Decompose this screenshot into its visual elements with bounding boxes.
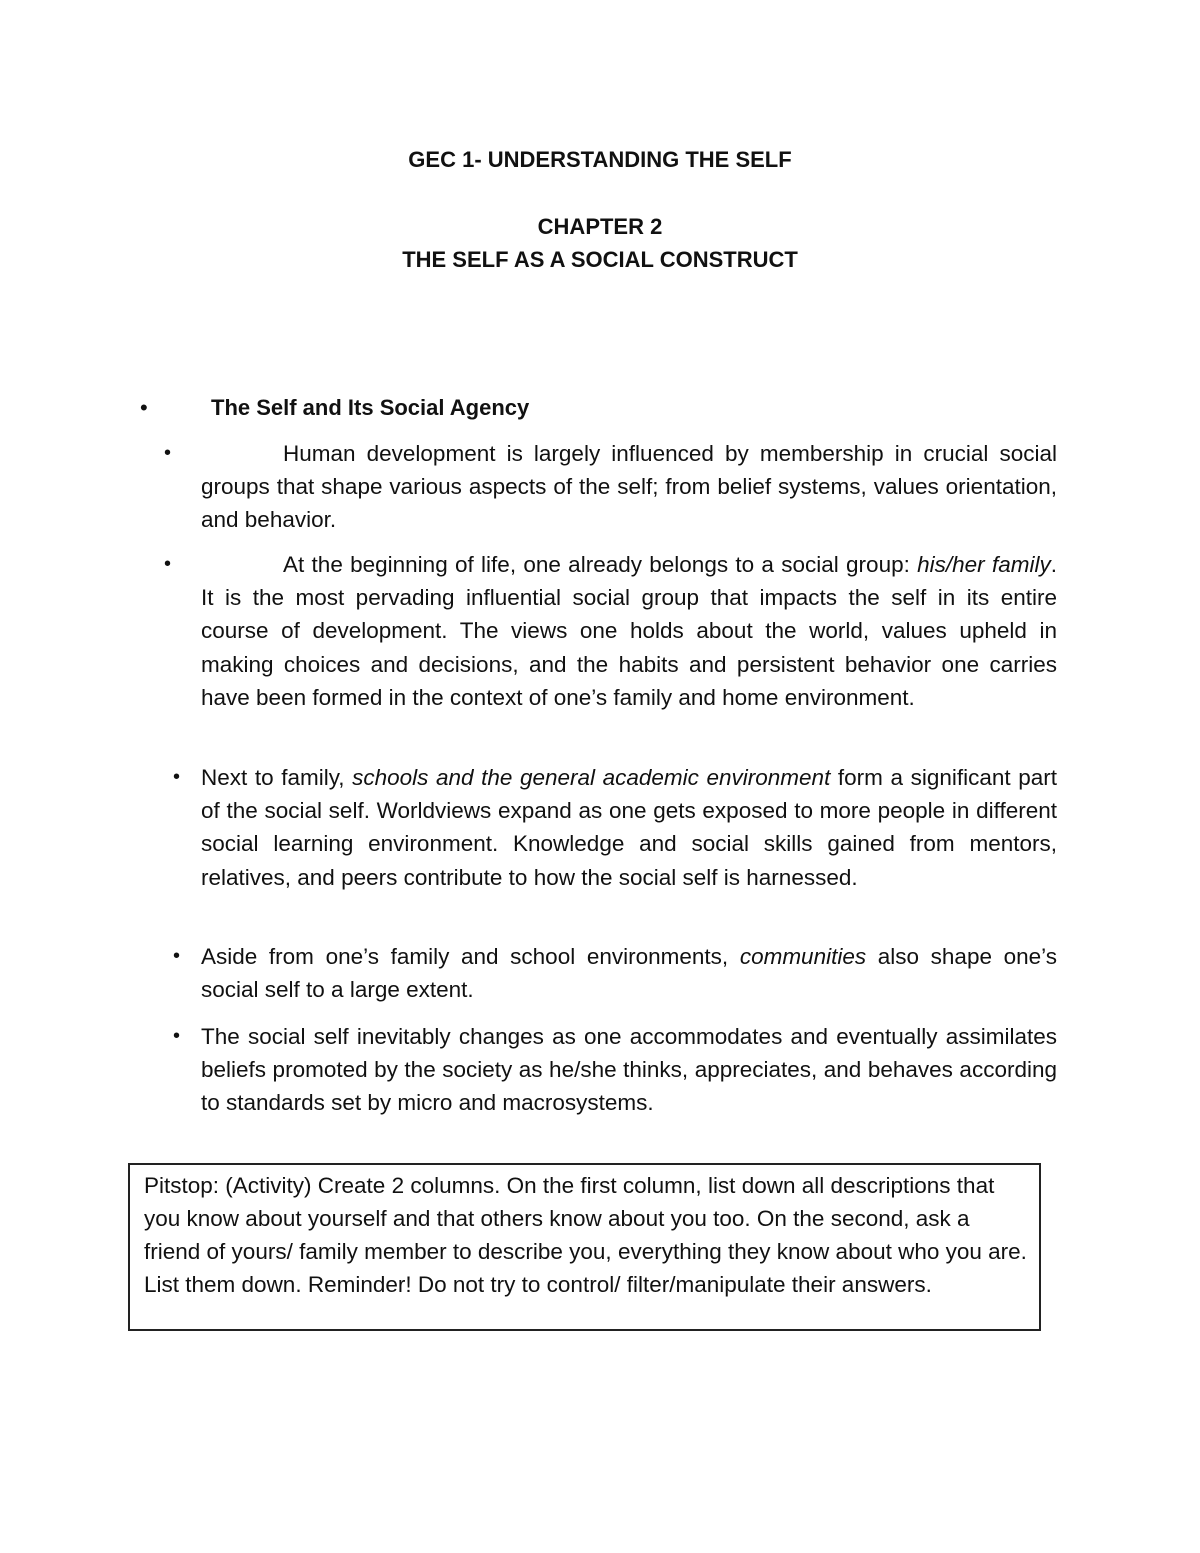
list-item [201,548,1057,714]
section-heading: The Self and Its Social Agency [211,395,530,420]
list-item-text: Human development is largely influenced by membership in crucial social groups that shape various aspects of the self; from belief systems, values orientation, and behavior. [201,441,1057,533]
list-item [201,940,1057,1006]
list-item-text: . It is the most pervading influential social group that impacts the self in its entire course of development. The views one holds about the world, values upheld in making choices and decisions, and the habits and persistent behavior one carries have been formed in the context of one’s family and home environment. [201,552,1057,710]
pitstop-text: Pitstop: (Activity) Create 2 columns. On the first column, list down all descriptions that you know about yourself and that others know about you too. On the second, ask a friend of yours/ family member to describe you, everything they know about who you are. List them down. Reminder! Do not try to control/ filter/manipulate their answers. [144,1173,1027,1297]
list-item-text: form a significant part of the social self. Worldviews expand as one gets exposed to more people in different social learning environment. Knowledge and social skills gained from mentors, relatives, and peers contribute to how the social self is harnessed. [201,765,1057,890]
chapter-title: THE SELF AS A SOCIAL CONSTRUCT [402,247,798,272]
bullet-icon: • [164,553,172,575]
chapter-number: CHAPTER 2 [537,214,663,239]
list-item-text: At the beginning of life, one already belongs to a social group: [283,552,918,577]
pitstop-activity-box [128,1163,1041,1331]
bullet-icon: • [173,1025,181,1047]
list-item [201,437,1057,537]
list-item-text: The social self inevitably changes as one accommodates and eventually assimilates beliefs promoted by the society as he/she thinks, appreciates, and behaves according to standards set by micro and macrosystems. [201,1024,1057,1116]
list-item [201,761,1057,894]
list-item-emphasis: schools and the general academic environment [352,765,831,790]
list-item-emphasis: communities [739,944,867,969]
list-item-text: Aside from one’s family and school environments, [201,944,740,969]
bullet-icon: • [173,945,181,967]
bullet-icon: • [173,766,181,788]
bullet-icon: • [164,442,172,464]
list-item-text: also shape one’s social self to a large extent. [201,944,1057,1003]
list-item [201,1020,1057,1120]
list-item-emphasis: his/her family [917,552,1051,577]
course-title: GEC 1- UNDERSTANDING THE SELF [408,147,792,172]
section-bullet-icon: • [140,395,148,420]
list-item-text: Next to family, [201,765,353,790]
